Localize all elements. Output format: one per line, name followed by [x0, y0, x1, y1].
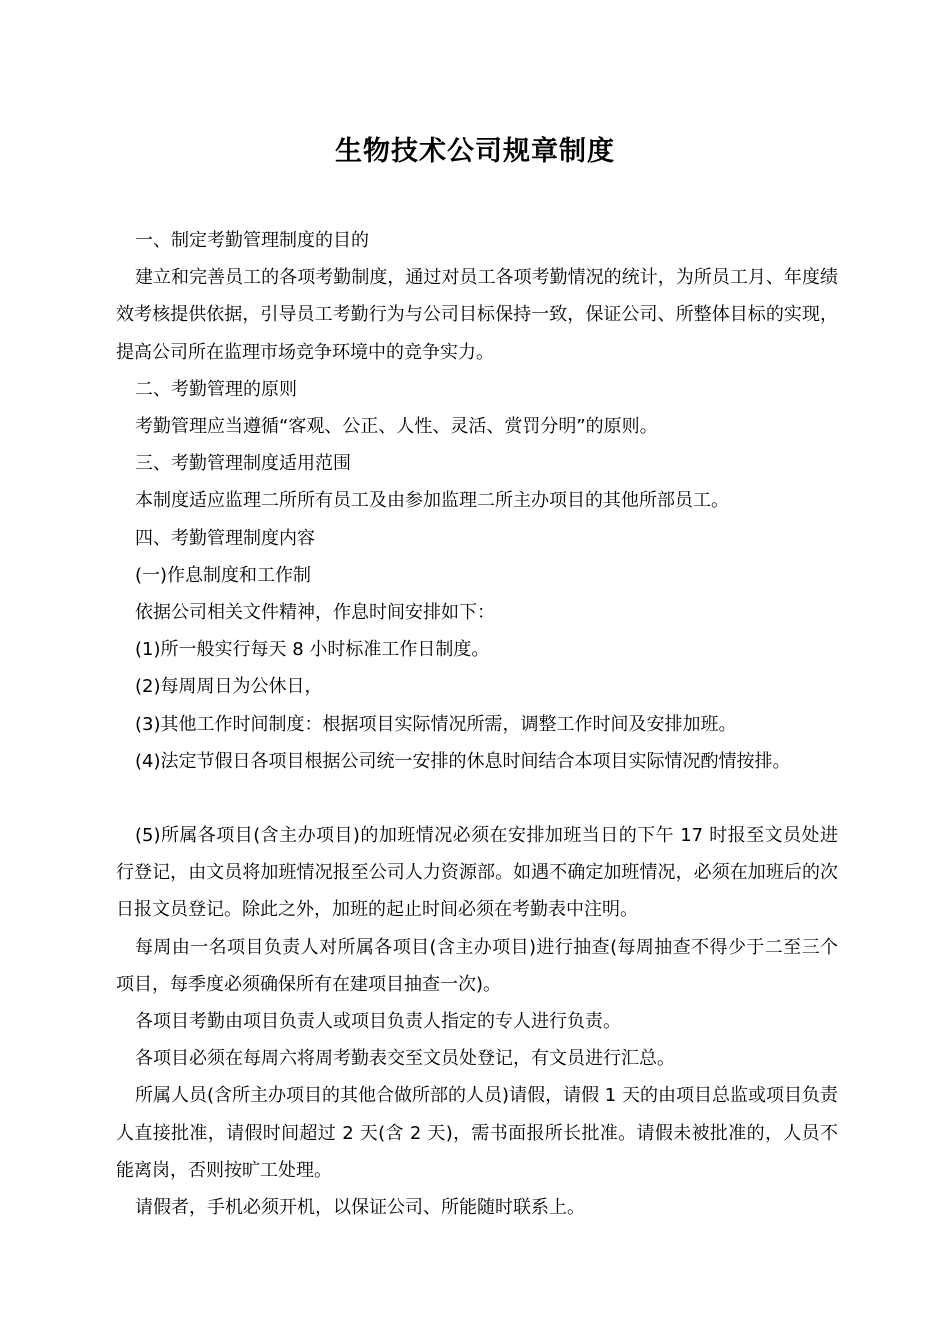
- paragraph-spot-check: 每周由一名项目负责人对所属各项目(含主办项目)进行抽查(每周抽查不得少于二至三个项目，每季度必须确保所有在建项目抽查一次)。: [116, 936, 838, 995]
- document-body: [116, 222, 838, 1226]
- list-item-3: (3)其他工作时间制度：根据项目实际情况所需，调整工作时间及安排加班。: [135, 713, 737, 735]
- paragraph-scope: 本制度适应监理二所所有员工及由参加监理二所主办项目的其他所部员工。: [135, 490, 729, 512]
- paragraph-weekly-submission: 各项目必须在每周六将周考勤表交至文员处登记，有文员进行汇总。: [135, 1048, 675, 1070]
- paragraph-purpose: 建立和完善员工的各项考勤制度，通过对员工各项考勤情况的统计，为所员工月、年度绩效考核提供依据，引导员工考勤行为与公司目标保持一致，保证公司、所整体目标的实现，提高公司所在监理市场竞争环境中的竞争实力。: [116, 267, 838, 363]
- section-heading-scope: 三、考勤管理制度适用范围: [135, 453, 351, 475]
- section-heading-purpose: 一、制定考勤管理制度的目的: [135, 230, 369, 251]
- paragraph-responsible-person: 各项目考勤由项目负责人或项目负责人指定的专人进行负责。: [135, 1011, 621, 1033]
- list-item-2: (2)每周周日为公休日，: [135, 676, 323, 698]
- list-item-5: (5)所属各项目(含主办项目)的加班情况必须在安排加班当日的下午 17 时报至文员处进行登记，由文员将加班情况报至公司人力资源部。如遇不确定加班情况，必须在加班后的次日报文员登记。除此之外，加班的起止时间必须在考勤表中注明。: [116, 825, 838, 921]
- list-item-1: (1)所一般实行每天 8 小时标准工作日制度。: [135, 639, 490, 661]
- subsection-heading-schedule: (一)作息制度和工作制: [135, 564, 312, 586]
- list-item-4: (4)法定节假日各项目根据公司统一安排的休息时间结合本项目实际情况酌情按排。: [135, 750, 791, 772]
- paragraph-phone-on: 请假者，手机必须开机，以保证公司、所能随时联系上。: [135, 1197, 585, 1219]
- paragraph-schedule-intro: 依据公司相关文件精神，作息时间安排如下：: [135, 602, 495, 624]
- section-heading-content: 四、考勤管理制度内容: [135, 527, 315, 549]
- paragraph-leave-approval: 所属人员(含所主办项目的其他合做所部的人员)请假，请假 1 天的由项目总监或项目负责人直接批准，请假时间超过 2 天(含 2 天)，需书面报所长批准。请假未被批准的，人员不能离岗，否则按旷工处理。: [116, 1085, 838, 1181]
- section-heading-principles: 二、考勤管理的原则: [135, 378, 297, 400]
- paragraph-principles: 考勤管理应当遵循“客观、公正、人性、灵活、赏罚分明”的原则。: [135, 416, 658, 438]
- paragraph-gap: [116, 780, 838, 817]
- document-title: 生物技术公司规章制度: [335, 136, 615, 167]
